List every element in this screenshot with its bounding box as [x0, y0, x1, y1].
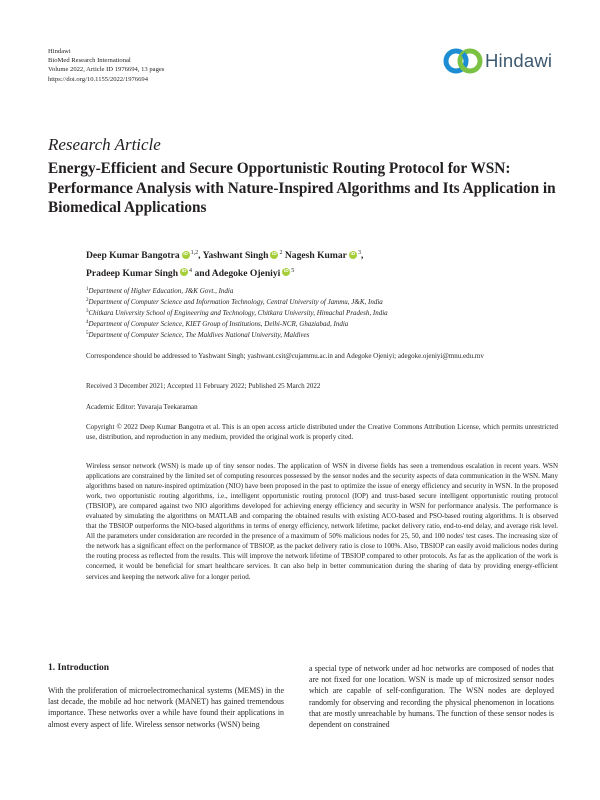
affiliation-item: $^3$Chitkara University School of Engineering and Technology, Chitkara University, Himachal Pradesh, India [86, 309, 388, 318]
author-name[interactable]: Nagesh Kumar [284, 250, 347, 261]
orcid-icon[interactable] [282, 268, 290, 276]
journal-name: BioMed Research International [48, 57, 131, 65]
affiliation-list [86, 285, 556, 340]
publication-dates: Received 3 December 2021; Accepted 11 February 2022; Published 25 March 2022 [86, 382, 321, 390]
author-list: Deep Kumar BangotraiD $^{1,2}$, Yashwant SinghiD $^2$ Nagesh KumariD $^3$, Pradeep Kumar SinghiD $^4$ and Adegoke OjeniyiiD $^5$ [86, 246, 556, 281]
orcid-icon[interactable] [182, 251, 190, 259]
abstract: Wireless sensor network (WSN) is made up of tiny sensor nodes. The application of WSN in diverse fields has seen a tremendous escalation in recent years. WSN applications are constrained by the limited set of computing resources possessed by the sensor nodes and the security aspects of data communication in the WSN. Many algorithms based on nature-inspired optimization (NIO) have been proposed in the past to optimize the issue of energy efficiency and security in WSN. In the proposed work, two opportunistic routing algorithms, i.e., intelligent opportunistic routing protocol (IOP) and trust-based secure intelligent opportunistic routing protocol (TBSIOP), are compared against two NIO algorithms developed for achieving energy efficiency and security in WSN for performance analysis. The performance is evaluated by simulating the algorithms on MATLAB and comparing the obtained results with existing ACO-based and PSO-based routing algorithms. It is observed that the TBSIOP outperforms the NIO-based algorithms in terms of energy efficiency, network lifetime, packet delivery ratio, end-to-end delay, and average risk level. All the parameters under consideration are recorded in the presence of a maximum of 50% malicious nodes for 25, 50, and 100 nodes' test cases. The increasing size of the network has a significant effect on the performance of TBSIOP, as the packet delivery ratio is close to 100%. Also, TBSIOP can easily avoid malicious nodes during the routing process as reflected from the results. This will improve the network lifetime of TBSIOP compared to other protocols. As far as the application of the work is concerned, it would be beneficial for smart healthcare services. It can also help in better communication during the sharing of data by providing energy-efficient services and keeping the network alive for a longer period. [86, 462, 558, 581]
correspondence: Correspondence should be addressed to Yashwant Singh; yashwant.csit@cujammu.ac.in and Adegoke Ojeniyi; adegoke.ojeniyi@mnu.edu.mv [86, 352, 484, 360]
author-affiliation: 5 [291, 267, 295, 274]
affiliation-item: $^2$Department of Computer Science and Information Technology, Central University of Jammu, J&K, India [86, 298, 383, 307]
affiliation-item: $^4$Department of Computer Science, KIET Group of Institutions, Delhi-NCR, Ghaziabad, India [86, 320, 349, 329]
author-conjunction: and [194, 267, 210, 279]
author-name[interactable]: Yashwant Singh [202, 250, 269, 261]
article-title: Energy-Efficient and Secure Opportunistic Routing Protocol for WSN: Performance Analysis with Nature-Inspired Algorithms and Its Application in Biomedical Applications [48, 160, 556, 217]
affiliation-item: $^1$Department of Higher Education, J&K Govt., India [86, 287, 234, 295]
volume-info: Volume 2022, Article ID 1976694, 13 pages [48, 66, 165, 74]
orcid-icon[interactable] [349, 251, 357, 259]
publisher-name: Hindawi [48, 48, 71, 55]
author-name[interactable]: Pradeep Kumar Singh [86, 267, 179, 279]
author-affiliation: 3 [357, 250, 361, 256]
intro-right-column: a special type of network under ad hoc networks are composed of nodes that are not fixed for one location. WSN is made up of microsized sensor nodes which are capable of self-configuration. The WSN nodes are deployed randomly for observing and recording the physical phenomenon in locations that are mostly unreachable by humans. The function of these sensor nodes is dependent on constrained [309, 664, 554, 730]
author-affiliation: 2 [279, 250, 283, 256]
section-heading: 1. Introduction [48, 663, 110, 673]
hindawi-logo [443, 46, 553, 80]
orcid-icon[interactable] [180, 268, 188, 276]
intro-left-column: With the proliferation of microelectromechanical systems (MEMS) in the last decade, the mobile ad hoc network (MANET) has gained tremendous importance. These networks over a while have found their applications in almost every aspect of life. Wireless sensor networks (WSN) being [48, 686, 284, 729]
affiliation-item: $^5$Department of Computer Science, The Maldives National University, Maldives [86, 331, 310, 340]
author-affiliation: 1,2 [190, 250, 199, 256]
orcid-icon[interactable] [270, 251, 278, 259]
journal-meta [48, 47, 164, 84]
doi-link[interactable]: https://doi.org/10.1155/2022/1976694 [48, 75, 149, 83]
author-name[interactable]: Deep Kumar Bangotra [86, 250, 180, 261]
copyright-notice: Copyright © 2022 Deep Kumar Bangotra et al. This is an open access article distributed under the Creative Commons Attribution License, which permits unrestricted use, distribution, and reproduction in any medium, provided the original work is properly cited. [86, 423, 558, 442]
author-affiliation: 4 [189, 267, 193, 274]
logo-wordmark: Hindawi [485, 50, 553, 71]
academic-editor: Academic Editor: Yuvaraja Teekaraman [86, 403, 198, 411]
article-type: Research Article [48, 135, 161, 154]
hindawi-rings-icon [443, 46, 485, 76]
author-name[interactable]: Adegoke Ojeniyi [211, 267, 281, 279]
